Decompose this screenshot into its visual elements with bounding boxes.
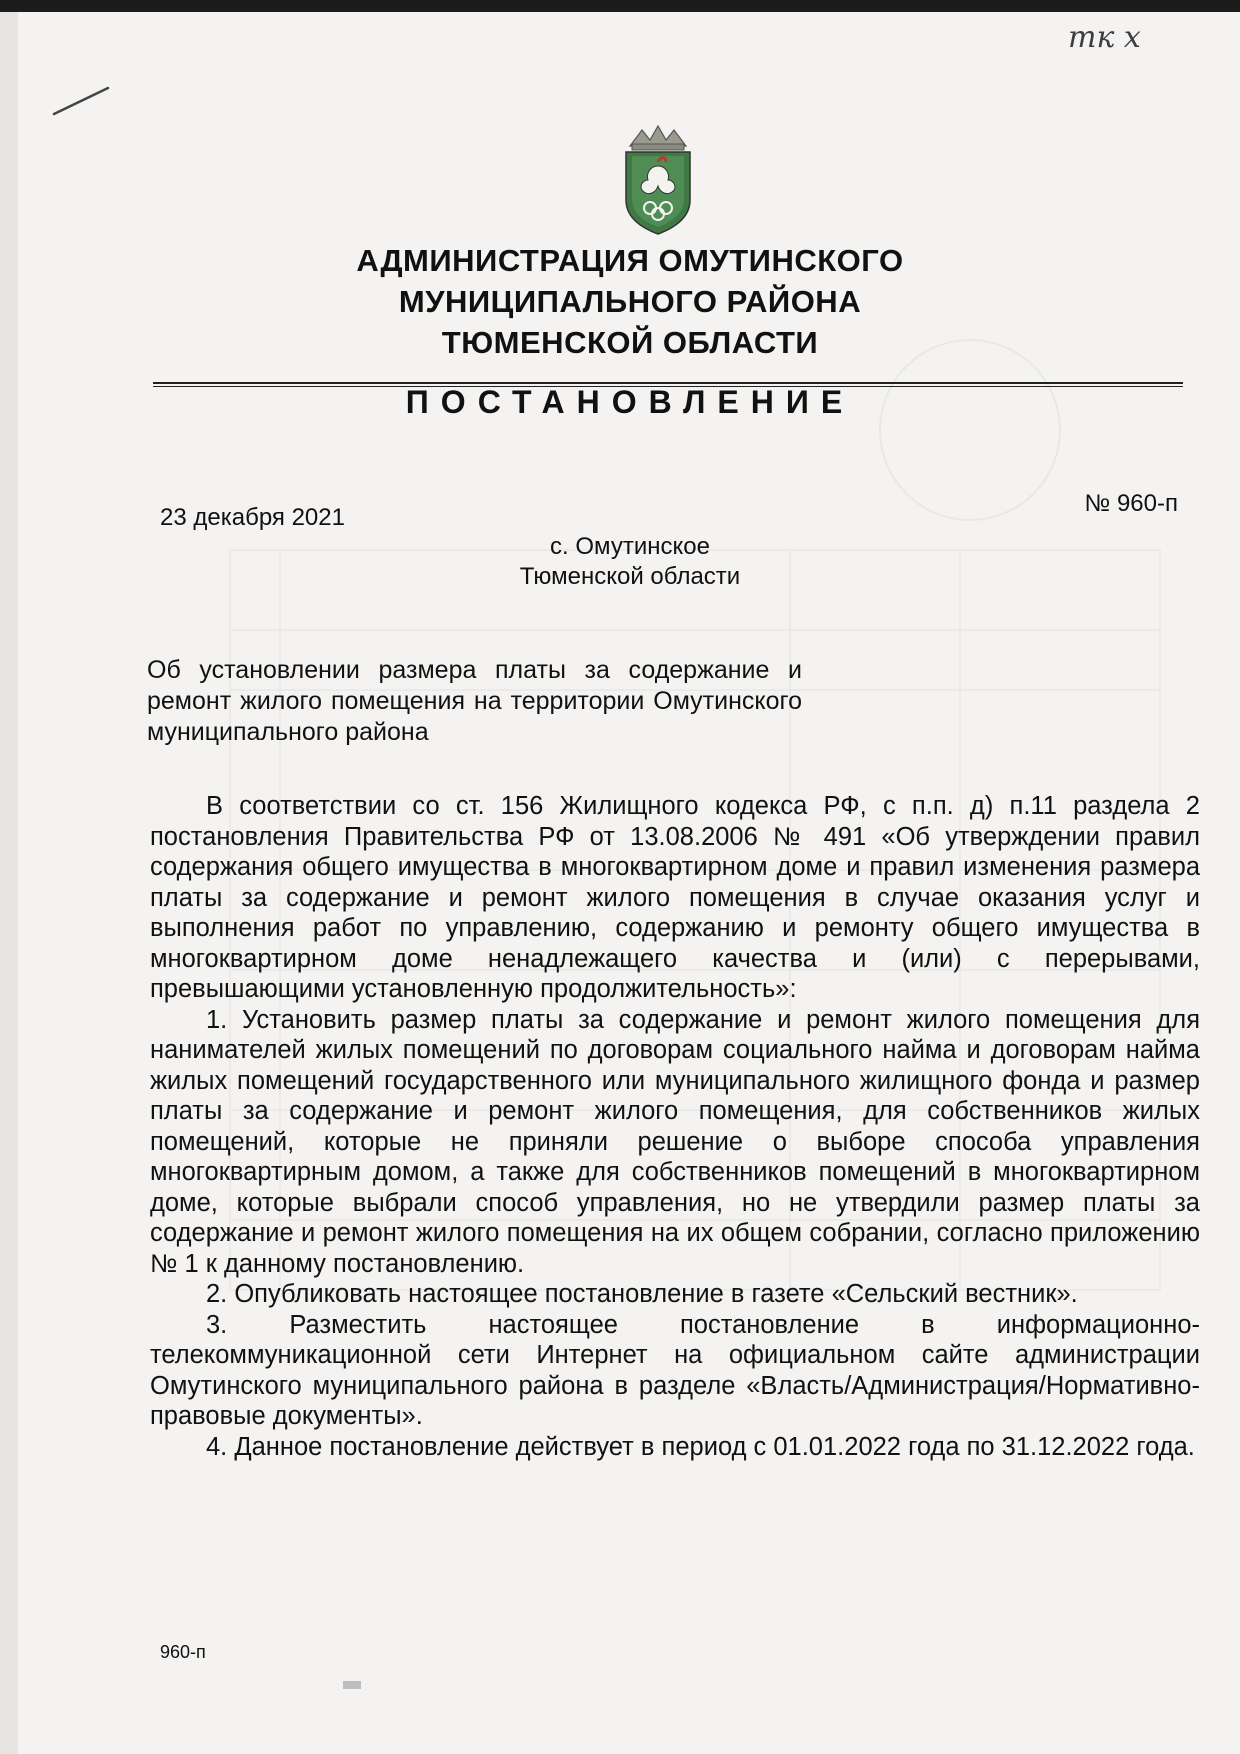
document-subject: Об установлении размера платы за содержание и ремонт жилого помещения на территории Омутинского муниципального района: [147, 656, 802, 746]
document-number: № 960-п: [1084, 490, 1178, 517]
scan-smudge: [343, 1681, 361, 1689]
place-village: с. Омутинское: [550, 533, 710, 560]
scan-left-edge: [0, 12, 18, 1754]
place-region: Тюменской области: [519, 563, 741, 590]
clause-1-paragraph: 1. Установить размер платы за содержание и ремонт жилого помещения для нанимателей жилых помещений по договорам социального найма и договорам найма жилых помещений государственного или муниципального жилищного фонда и размер платы за содержание и ремонт жилого помещения, для собственников жилых помещений, которые не приняли решение о выборе способа управления многоквартирным домом, а также для собственников помещений в многоквартирном доме, которые выбрали способ управления, но не утвердили размер платы за содержание и ремонт жилого помещения на их общем собрании, согласно приложению № 1 к данному постановлению.: [150, 1005, 1200, 1278]
clause-4-paragraph: 4. Данное постановление действует в период с 01.01.2022 года по 31.12.2022 года.: [206, 1432, 1195, 1461]
footer-document-code: 960-п: [160, 1642, 206, 1662]
coat-of-arms-emblem: [620, 122, 696, 238]
preamble-paragraph: В соответствии со ст. 156 Жилищного кодекса РФ, с п.п. д) п.11 раздела 2 постановления Правительства РФ от 13.08.2006 № 491 «Об утверждении правил содержания общего имущества в многоквартирном доме и правил изменения размера платы за содержание и ремонт жилого помещения в случае оказания услуг и выполнения работ по управлению, содержанию и ремонту общего имущества в многоквартирном доме ненадлежащего качества и (или) с перерывами, превышающими установленную продолжительность»:: [150, 792, 1200, 1003]
document-body: [150, 791, 1200, 1462]
organization-title-line-1: АДМИНИСТРАЦИЯ ОМУТИНСКОГО: [356, 243, 904, 278]
organization-title-line-3: ТЮМЕНСКОЙ ОБЛАСТИ: [441, 325, 819, 360]
pen-stroke-mark: [52, 84, 112, 118]
handwritten-mark: тк х: [1068, 20, 1141, 55]
document-date: 23 декабря 2021: [160, 504, 345, 531]
document-place: [470, 532, 790, 592]
scan-top-edge: [0, 0, 1240, 12]
clause-2-paragraph: 2. Опубликовать настоящее постановление в газете «Сельский вестник».: [206, 1280, 1078, 1308]
clause-3-paragraph: 3. Разместить настоящее постановление в информационно-телекоммуникационной сети Интернет на официальном сайте администрации Омутинского муниципального района в разделе «Власть/Администрация/Нормативно-правовые документы».: [150, 1310, 1200, 1430]
organization-title-line-2: МУНИЦИПАЛЬНОГО РАЙОНА: [398, 284, 862, 319]
document-type-heading: ПОСТАНОВЛЕНИЕ: [405, 384, 855, 420]
organization-title: [300, 240, 960, 363]
